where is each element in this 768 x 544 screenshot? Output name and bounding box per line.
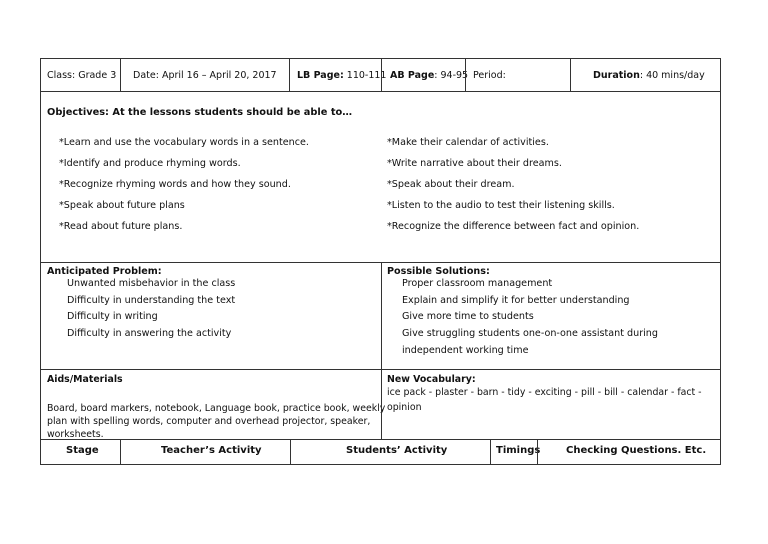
objective-item: *Make their calendar of activities. — [387, 137, 549, 148]
objective-item: *Recognize the difference between fact and opinion. — [387, 221, 640, 232]
duration-value: : 40 mins/day — [639, 70, 705, 81]
aids-line: plan with spelling words, computer and overhead projector, speaker, — [47, 416, 371, 427]
timings-cell — [490, 440, 541, 464]
date-value: : April 16 – April 20, 2017 — [155, 70, 277, 81]
vocabulary-line: opinion — [387, 402, 422, 413]
ab-value: : 94-95 — [434, 70, 469, 81]
period-cell — [465, 59, 570, 91]
lb-value: 110-111 — [343, 70, 387, 81]
teacher-activity-label: Teacher’s Activity — [161, 445, 262, 456]
possible-solutions-cell — [381, 263, 722, 369]
solution-item: Give more time to students — [402, 311, 534, 322]
objective-item: *Speak about their dream. — [387, 179, 515, 190]
objectives-section — [40, 91, 721, 263]
problems-heading: Anticipated Problem: — [47, 266, 162, 277]
class-value: : Grade 3 — [72, 70, 117, 81]
solution-item: Explain and simplify it for better understanding — [402, 295, 630, 306]
class-label: Class — [47, 70, 72, 81]
vocabulary-line: ice pack - plaster - barn - tidy - exciting - pill - bill - calendar - fact - — [387, 387, 702, 398]
solution-item: independent working time — [402, 345, 529, 356]
problem-item: Difficulty in understanding the text — [67, 295, 236, 306]
aids-vocabulary-row — [40, 369, 721, 440]
problem-item: Unwanted misbehavior in the class — [67, 278, 236, 289]
stage-header-row — [40, 439, 721, 465]
checking-questions-cell — [537, 440, 722, 464]
objective-item: *Learn and use the vocabulary words in a sentence. — [59, 137, 309, 148]
aids-line: Board, board markers, notebook, Language book, practice book, weekly — [47, 403, 386, 414]
stage-cell — [41, 440, 120, 464]
stage-label: Stage — [66, 445, 99, 456]
duration-label: Duration — [593, 70, 640, 81]
new-vocabulary-cell — [381, 370, 722, 439]
lb-label: LB Page: — [297, 70, 344, 81]
objectives-heading: Objectives: At the lessons students should be able to… — [47, 107, 353, 118]
problem-item: Difficulty in answering the activity — [67, 328, 232, 339]
objective-item: *Listen to the audio to test their listening skills. — [387, 200, 615, 211]
date-label: Date — [133, 70, 156, 81]
aids-heading: Aids/Materials — [47, 374, 123, 385]
ab-label: AB Page — [390, 70, 435, 81]
solution-item: Give struggling students one-on-one assistant during — [402, 328, 658, 339]
solution-item: Proper classroom management — [402, 278, 553, 289]
header-row — [40, 58, 721, 92]
problem-item: Difficulty in writing — [67, 311, 158, 322]
objective-item: *Write narrative about their dreams. — [387, 158, 562, 169]
aids-materials-cell — [41, 370, 386, 440]
date-cell — [120, 59, 289, 91]
problems-solutions-row — [40, 262, 721, 370]
objective-item: *Recognize rhyming words and how they sound. — [59, 179, 291, 190]
objective-item: *Identify and produce rhyming words. — [59, 158, 241, 169]
aids-line: worksheets. — [47, 429, 104, 440]
timings-label: Timings — [496, 445, 541, 456]
class-cell — [41, 59, 120, 91]
anticipated-problem-cell — [41, 263, 381, 369]
vocabulary-heading: New Vocabulary: — [387, 374, 476, 385]
objective-item: *Speak about future plans — [59, 200, 185, 211]
objective-item: *Read about future plans. — [59, 221, 183, 232]
students-activity-label: Students’ Activity — [346, 445, 448, 456]
students-activity-cell — [290, 440, 490, 464]
teacher-activity-cell — [120, 440, 290, 464]
ab-page-cell — [381, 59, 469, 91]
checking-questions-label: Checking Questions. Etc. — [566, 445, 707, 456]
lb-page-cell — [289, 59, 387, 91]
duration-cell — [570, 59, 722, 91]
period-label: Period: — [473, 70, 506, 81]
solutions-heading: Possible Solutions: — [387, 266, 490, 277]
